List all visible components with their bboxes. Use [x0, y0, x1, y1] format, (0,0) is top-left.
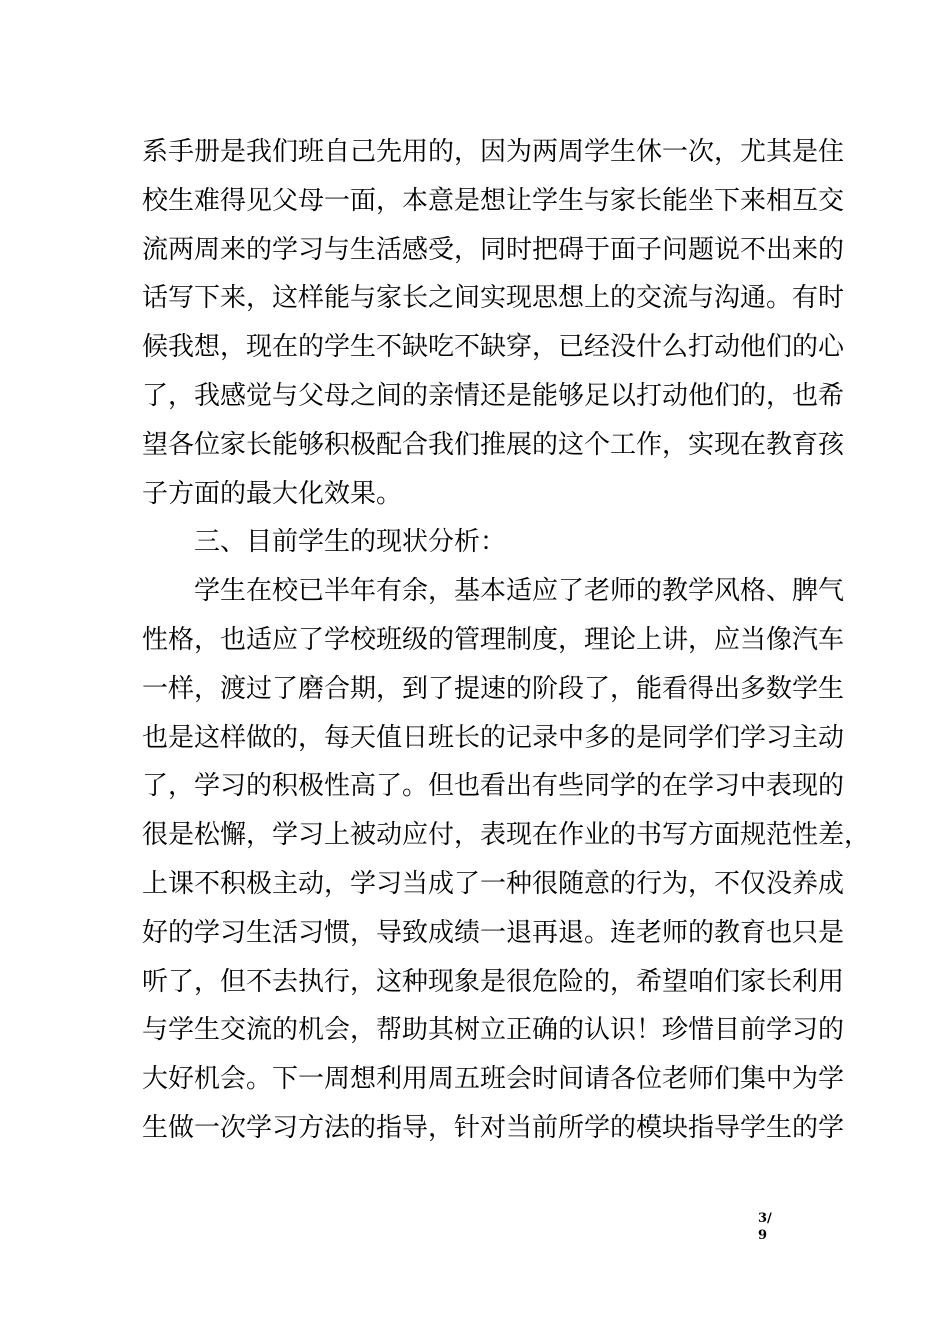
text-line: 上课不积极主动，学习当成了一种很随意的行为，不仅没养成 — [142, 868, 845, 899]
text-line: 也是这样做的，每天值日班长的记录中多的是同学们学习主动 — [142, 722, 845, 753]
text-line: 一样，渡过了磨合期，到了提速的阶段了，能看得出多数学生 — [142, 673, 845, 704]
paragraph-2 — [142, 567, 871, 1153]
text-line: 话写下来，这样能与家长之间实现思想上的交流与沟通。有时 — [142, 283, 845, 314]
text-line: 候我想，现在的学生不缺吃不缺穿，已经没什么打动他们的心 — [142, 332, 845, 363]
text-line: 子方面的最大化效果。 — [142, 478, 403, 509]
page-number — [758, 1210, 782, 1244]
text-line: 望各位家长能够积极配合我们推展的这个工作，实现在教育孩 — [142, 429, 845, 460]
text-line: 与学生交流的机会，帮助其树立正确的认识！珍惜目前学习的 — [142, 1015, 845, 1046]
text-line: 很是松懈，学习上被动应付，表现在作业的书写方面规范性差， — [142, 820, 871, 851]
text-line: 了，我感觉与父母之间的亲情还是能够足以打动他们的，也希 — [142, 380, 845, 411]
text-line: 了，学习的积极性高了。但也看出有些同学的在学习中表现的 — [142, 771, 845, 802]
text-line: 系手册是我们班自己先用的，因为两周学生休一次，尤其是住 — [142, 137, 845, 167]
text-line: 听了，但不去执行，这种现象是很危险的，希望咱们家长利用 — [142, 966, 845, 997]
page-number-current: 3/ — [758, 1211, 772, 1226]
text-line: 大好机会。下一周想利用周五班会时间请各位老师们集中为学 — [142, 1064, 845, 1095]
text-line: 流两周来的学习与生活感受，同时把碍于面子问题说不出来的 — [142, 234, 845, 265]
section-heading: 三、目前学生的现状分析： — [194, 527, 507, 558]
text-line: 校生难得见父母一面，本意是想让学生与家长能坐下来相互交 — [142, 185, 845, 216]
text-line: 学生在校已半年有余，基本适应了老师的教学风格、脾气 — [194, 576, 845, 607]
text-line: 好的学习生活习惯，导致成绩一退再退。连老师的教育也只是 — [142, 917, 845, 948]
page-number-total: 9 — [758, 1228, 768, 1243]
text-line: 性格，也适应了学校班级的管理制度，理论上讲，应当像汽车 — [142, 624, 845, 655]
paragraph-1 — [142, 128, 845, 518]
document-body — [142, 128, 871, 1153]
text-line: 生做一次学习方法的指导，针对当前所学的模块指导学生的学 — [142, 1112, 845, 1143]
